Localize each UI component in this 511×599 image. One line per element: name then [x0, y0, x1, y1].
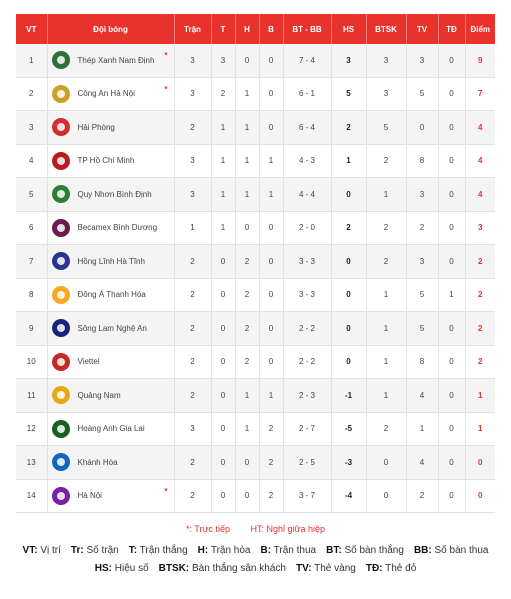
cell-tran: 2 [174, 312, 211, 346]
table-row[interactable] [16, 312, 495, 346]
cell-hs: 1 [331, 144, 366, 178]
legend-key: VT: [22, 545, 38, 556]
cell-h: 1 [235, 77, 259, 111]
table-row[interactable] [16, 144, 495, 178]
cell-b: 0 [259, 312, 283, 346]
cell-tv: 0 [406, 111, 438, 145]
team-cell [47, 44, 174, 77]
legend-key: T: [128, 545, 138, 556]
cell-tran: 2 [174, 278, 211, 312]
team-cell [47, 178, 174, 212]
cell-diem: 0 [465, 479, 495, 513]
cell-h: 2 [235, 245, 259, 279]
team-name[interactable]: Quảng Nam [77, 390, 121, 400]
cell-btsk: 0 [366, 446, 406, 480]
cell-tran: 3 [174, 77, 211, 111]
cell-td: 0 [438, 178, 465, 212]
team-name[interactable]: Hải Phòng [77, 122, 115, 132]
cell-b: 2 [259, 479, 283, 513]
team-cell [47, 245, 174, 279]
legend-item [159, 563, 286, 574]
cell-tv: 5 [406, 278, 438, 312]
cell-td: 0 [438, 379, 465, 413]
header-btsk: BTSK [366, 14, 406, 44]
cell-td: 0 [438, 44, 465, 77]
cell-h: 0 [235, 211, 259, 245]
cell-tran: 2 [174, 245, 211, 279]
cell-td: 0 [438, 77, 465, 111]
legend-key: TV: [295, 563, 312, 574]
cell-btsk: 3 [366, 77, 406, 111]
cell-h: 0 [235, 446, 259, 480]
team-cell [47, 144, 174, 178]
cell-btsk: 2 [366, 412, 406, 446]
cell-btsk: 1 [366, 312, 406, 346]
cell-t: 0 [211, 245, 235, 279]
cell-b: 0 [259, 245, 283, 279]
cell-td: 0 [438, 211, 465, 245]
table-row[interactable] [16, 245, 495, 279]
team-name[interactable]: Viettel [77, 357, 100, 367]
cell-t: 1 [211, 178, 235, 212]
team-cell [47, 379, 174, 413]
cell-hs: -3 [331, 446, 366, 480]
cell-diem: 2 [465, 245, 495, 279]
cell-btsk: 5 [366, 111, 406, 145]
team-cell [47, 312, 174, 346]
table-row[interactable] [16, 278, 495, 312]
header-btbb: BT - BB [283, 14, 331, 44]
cell-tv: 2 [406, 479, 438, 513]
cell-vt: 4 [16, 144, 47, 178]
cell-t: 1 [211, 144, 235, 178]
cell-hs: 0 [331, 245, 366, 279]
legend-item [326, 545, 404, 556]
cell-td: 0 [438, 144, 465, 178]
cell-diem: 7 [465, 77, 495, 111]
cell-td: 0 [438, 312, 465, 346]
team-logo-icon [52, 386, 70, 404]
cell-btbb: 3 - 7 [283, 479, 331, 513]
table-row[interactable] [16, 44, 495, 77]
table-row[interactable] [16, 479, 495, 513]
cell-btsk: 1 [366, 278, 406, 312]
cell-diem: 0 [465, 446, 495, 480]
cell-tv: 5 [406, 312, 438, 346]
cell-b: 0 [259, 44, 283, 77]
cell-diem: 1 [465, 379, 495, 413]
legend-desc: Số trận [86, 545, 119, 556]
cell-vt: 3 [16, 111, 47, 145]
header-tv: TV [406, 14, 438, 44]
header-td: TĐ [438, 14, 465, 44]
cell-vt: 10 [16, 345, 47, 379]
legend-item [260, 545, 316, 556]
cell-td: 0 [438, 412, 465, 446]
cell-t: 0 [211, 412, 235, 446]
cell-diem: 3 [465, 211, 495, 245]
cell-diem: 4 [465, 144, 495, 178]
cell-btbb: 4 - 3 [283, 144, 331, 178]
cell-b: 2 [259, 412, 283, 446]
team-name[interactable]: Khánh Hòa [77, 457, 118, 467]
cell-vt: 8 [16, 278, 47, 312]
legend-key: Tr: [70, 545, 84, 556]
cell-h: 1 [235, 379, 259, 413]
team-logo-icon [52, 286, 70, 304]
cell-vt: 2 [16, 77, 47, 111]
cell-b: 1 [259, 379, 283, 413]
team-cell [47, 111, 174, 145]
standings-table-container [16, 14, 495, 513]
cell-td: 0 [438, 345, 465, 379]
cell-btbb: 2 - 2 [283, 345, 331, 379]
cell-tv: 8 [406, 144, 438, 178]
halftime-note: HT: Nghỉ giữa hiệp [250, 524, 326, 534]
cell-tran: 2 [174, 446, 211, 480]
cell-h: 1 [235, 178, 259, 212]
cell-h: 0 [235, 44, 259, 77]
cell-diem: 4 [465, 178, 495, 212]
table-header-row [16, 14, 495, 44]
live-indicator: * [164, 486, 168, 496]
cell-vt: 1 [16, 44, 47, 77]
cell-tran: 2 [174, 111, 211, 145]
team-name[interactable]: Hồng Lĩnh Hà Tĩnh [77, 256, 145, 266]
team-cell [47, 479, 174, 513]
cell-h: 1 [235, 111, 259, 145]
team-name[interactable]: Hà Nội [77, 491, 102, 501]
legend-desc: Vị trí [40, 545, 61, 556]
status-note [0, 524, 511, 534]
standings-table [16, 14, 495, 513]
cell-diem: 2 [465, 345, 495, 379]
cell-tv: 4 [406, 379, 438, 413]
cell-b: 2 [259, 446, 283, 480]
cell-h: 1 [235, 144, 259, 178]
cell-btbb: 6 - 4 [283, 111, 331, 145]
cell-t: 2 [211, 77, 235, 111]
cell-btbb: 3 - 3 [283, 245, 331, 279]
cell-hs: -5 [331, 412, 366, 446]
legend-item [198, 545, 251, 556]
live-indicator: * [164, 84, 168, 94]
cell-btsk: 2 [366, 211, 406, 245]
team-name[interactable]: Công An Hà Nội [77, 89, 135, 99]
cell-hs: 5 [331, 77, 366, 111]
cell-t: 0 [211, 345, 235, 379]
cell-btbb: 2 - 5 [283, 446, 331, 480]
team-logo-icon [52, 319, 70, 337]
table-row[interactable] [16, 178, 495, 212]
team-cell [47, 211, 174, 245]
legend-key: BB: [413, 545, 432, 556]
cell-tv: 5 [406, 77, 438, 111]
cell-td: 1 [438, 278, 465, 312]
header-t: T [211, 14, 235, 44]
cell-tran: 3 [174, 178, 211, 212]
team-logo-icon [52, 185, 70, 203]
live-indicator: * [164, 51, 168, 60]
table-row[interactable] [16, 211, 495, 245]
team-name[interactable]: Becamex Bình Dương [77, 223, 158, 233]
cell-diem: 2 [465, 312, 495, 346]
cell-tv: 2 [406, 211, 438, 245]
header-tran: Trận [174, 14, 211, 44]
cell-btbb: 2 - 3 [283, 379, 331, 413]
cell-td: 0 [438, 111, 465, 145]
table-row[interactable] [16, 412, 495, 446]
cell-btbb: 7 - 4 [283, 44, 331, 77]
team-name[interactable]: TP Hồ Chí Minh [77, 156, 135, 166]
cell-td: 0 [438, 245, 465, 279]
live-note: *: Trực tiếp [185, 524, 230, 534]
team-name[interactable]: Đông Á Thanh Hóa [77, 290, 146, 300]
legend-key: H: [197, 545, 209, 556]
cell-btbb: 3 - 3 [283, 278, 331, 312]
cell-t: 1 [211, 211, 235, 245]
cell-tran: 3 [174, 44, 211, 77]
cell-vt: 9 [16, 312, 47, 346]
legend-desc: Bàn thắng sân khách [192, 563, 286, 574]
team-cell [47, 77, 174, 111]
legend-key: BT: [326, 545, 342, 556]
cell-btsk: 0 [366, 479, 406, 513]
cell-h: 2 [235, 345, 259, 379]
team-logo-icon [52, 453, 70, 471]
cell-td: 0 [438, 446, 465, 480]
legend-line-2 [0, 563, 511, 574]
cell-vt: 13 [16, 446, 47, 480]
team-logo-icon [52, 85, 70, 103]
cell-vt: 12 [16, 412, 47, 446]
team-cell [47, 412, 174, 446]
header-hs: HS [331, 14, 366, 44]
team-cell [47, 345, 174, 379]
cell-btsk: 1 [366, 379, 406, 413]
team-logo-icon [52, 353, 70, 371]
legend-desc: Trận thua [273, 545, 317, 556]
legend-desc: Số bàn thua [434, 545, 489, 556]
cell-btbb: 2 - 2 [283, 312, 331, 346]
cell-t: 0 [211, 312, 235, 346]
cell-b: 0 [259, 345, 283, 379]
legend-desc: Số bàn thắng [344, 545, 404, 556]
cell-t: 0 [211, 446, 235, 480]
cell-tran: 2 [174, 379, 211, 413]
cell-tv: 3 [406, 44, 438, 77]
cell-tv: 4 [406, 446, 438, 480]
header-diem: Điểm [465, 14, 495, 44]
cell-t: 0 [211, 379, 235, 413]
legend-item [296, 563, 356, 574]
cell-hs: 0 [331, 278, 366, 312]
cell-h: 2 [235, 312, 259, 346]
team-cell [47, 446, 174, 480]
legend-key: HS: [94, 563, 112, 574]
cell-tv: 1 [406, 412, 438, 446]
cell-vt: 5 [16, 178, 47, 212]
cell-tv: 3 [406, 178, 438, 212]
legend-key: TĐ: [365, 563, 383, 574]
team-name[interactable]: Thép Xanh Nam Định [77, 55, 155, 65]
cell-vt: 14 [16, 479, 47, 513]
legend-desc: Thẻ đỏ [385, 563, 417, 574]
cell-btsk: 1 [366, 345, 406, 379]
legend-item [95, 563, 149, 574]
cell-tran: 1 [174, 211, 211, 245]
cell-tv: 3 [406, 245, 438, 279]
cell-h: 0 [235, 479, 259, 513]
cell-b: 1 [259, 144, 283, 178]
legend-item [23, 545, 61, 556]
cell-vt: 6 [16, 211, 47, 245]
team-logo-icon [52, 118, 70, 136]
cell-hs: -1 [331, 379, 366, 413]
cell-btbb: 2 - 7 [283, 412, 331, 446]
cell-btbb: 2 - 0 [283, 211, 331, 245]
cell-hs: 0 [331, 345, 366, 379]
team-name[interactable]: Hoàng Anh Gia Lai [77, 424, 145, 434]
cell-hs: 3 [331, 44, 366, 77]
cell-vt: 11 [16, 379, 47, 413]
team-logo-icon [52, 51, 70, 69]
cell-hs: 0 [331, 312, 366, 346]
cell-b: 0 [259, 77, 283, 111]
cell-tran: 3 [174, 144, 211, 178]
team-logo-icon [52, 252, 70, 270]
header-team: Đội bóng [47, 14, 174, 44]
team-name[interactable]: Quy Nhơn Bình Định [77, 189, 152, 199]
legend-line-1 [0, 545, 511, 556]
legend-desc: Thẻ vàng [314, 563, 356, 574]
legend-item [71, 545, 119, 556]
team-name[interactable]: Sông Lam Nghệ An [77, 323, 147, 333]
cell-td: 0 [438, 479, 465, 513]
table-row[interactable] [16, 379, 495, 413]
cell-tran: 3 [174, 412, 211, 446]
header-vt: VT [16, 14, 47, 44]
legend-item [414, 545, 489, 556]
legend-item [366, 563, 416, 574]
table-row[interactable] [16, 446, 495, 480]
table-row[interactable] [16, 345, 495, 379]
cell-hs: 2 [331, 111, 366, 145]
legend-desc: Hiệu số [114, 563, 149, 574]
team-cell [47, 278, 174, 312]
legend-key: B: [260, 545, 272, 556]
team-logo-icon [52, 152, 70, 170]
cell-diem: 4 [465, 111, 495, 145]
cell-hs: -4 [331, 479, 366, 513]
cell-b: 0 [259, 111, 283, 145]
cell-diem: 2 [465, 278, 495, 312]
cell-t: 0 [211, 479, 235, 513]
cell-t: 0 [211, 278, 235, 312]
cell-diem: 9 [465, 44, 495, 77]
legend-desc: Trận thắng [139, 545, 188, 556]
cell-h: 2 [235, 278, 259, 312]
cell-diem: 1 [465, 412, 495, 446]
table-row[interactable] [16, 111, 495, 145]
team-logo-icon [52, 487, 70, 505]
cell-hs: 2 [331, 211, 366, 245]
cell-tran: 2 [174, 479, 211, 513]
team-logo-icon [52, 219, 70, 237]
legend-desc: Trận hòa [210, 545, 251, 556]
cell-t: 3 [211, 44, 235, 77]
legend-item [129, 545, 188, 556]
cell-t: 1 [211, 111, 235, 145]
header-b: B [259, 14, 283, 44]
cell-tran: 2 [174, 345, 211, 379]
cell-b: 0 [259, 211, 283, 245]
cell-h: 1 [235, 412, 259, 446]
cell-btsk: 2 [366, 245, 406, 279]
cell-tv: 8 [406, 345, 438, 379]
cell-btsk: 1 [366, 178, 406, 212]
team-logo-icon [52, 420, 70, 438]
cell-hs: 0 [331, 178, 366, 212]
cell-btbb: 4 - 4 [283, 178, 331, 212]
cell-btsk: 3 [366, 44, 406, 77]
cell-btsk: 2 [366, 144, 406, 178]
cell-btbb: 6 - 1 [283, 77, 331, 111]
cell-vt: 7 [16, 245, 47, 279]
legend-key: BTSK: [158, 563, 190, 574]
table-row[interactable] [16, 77, 495, 111]
cell-b: 0 [259, 278, 283, 312]
cell-b: 1 [259, 178, 283, 212]
header-h: H [235, 14, 259, 44]
